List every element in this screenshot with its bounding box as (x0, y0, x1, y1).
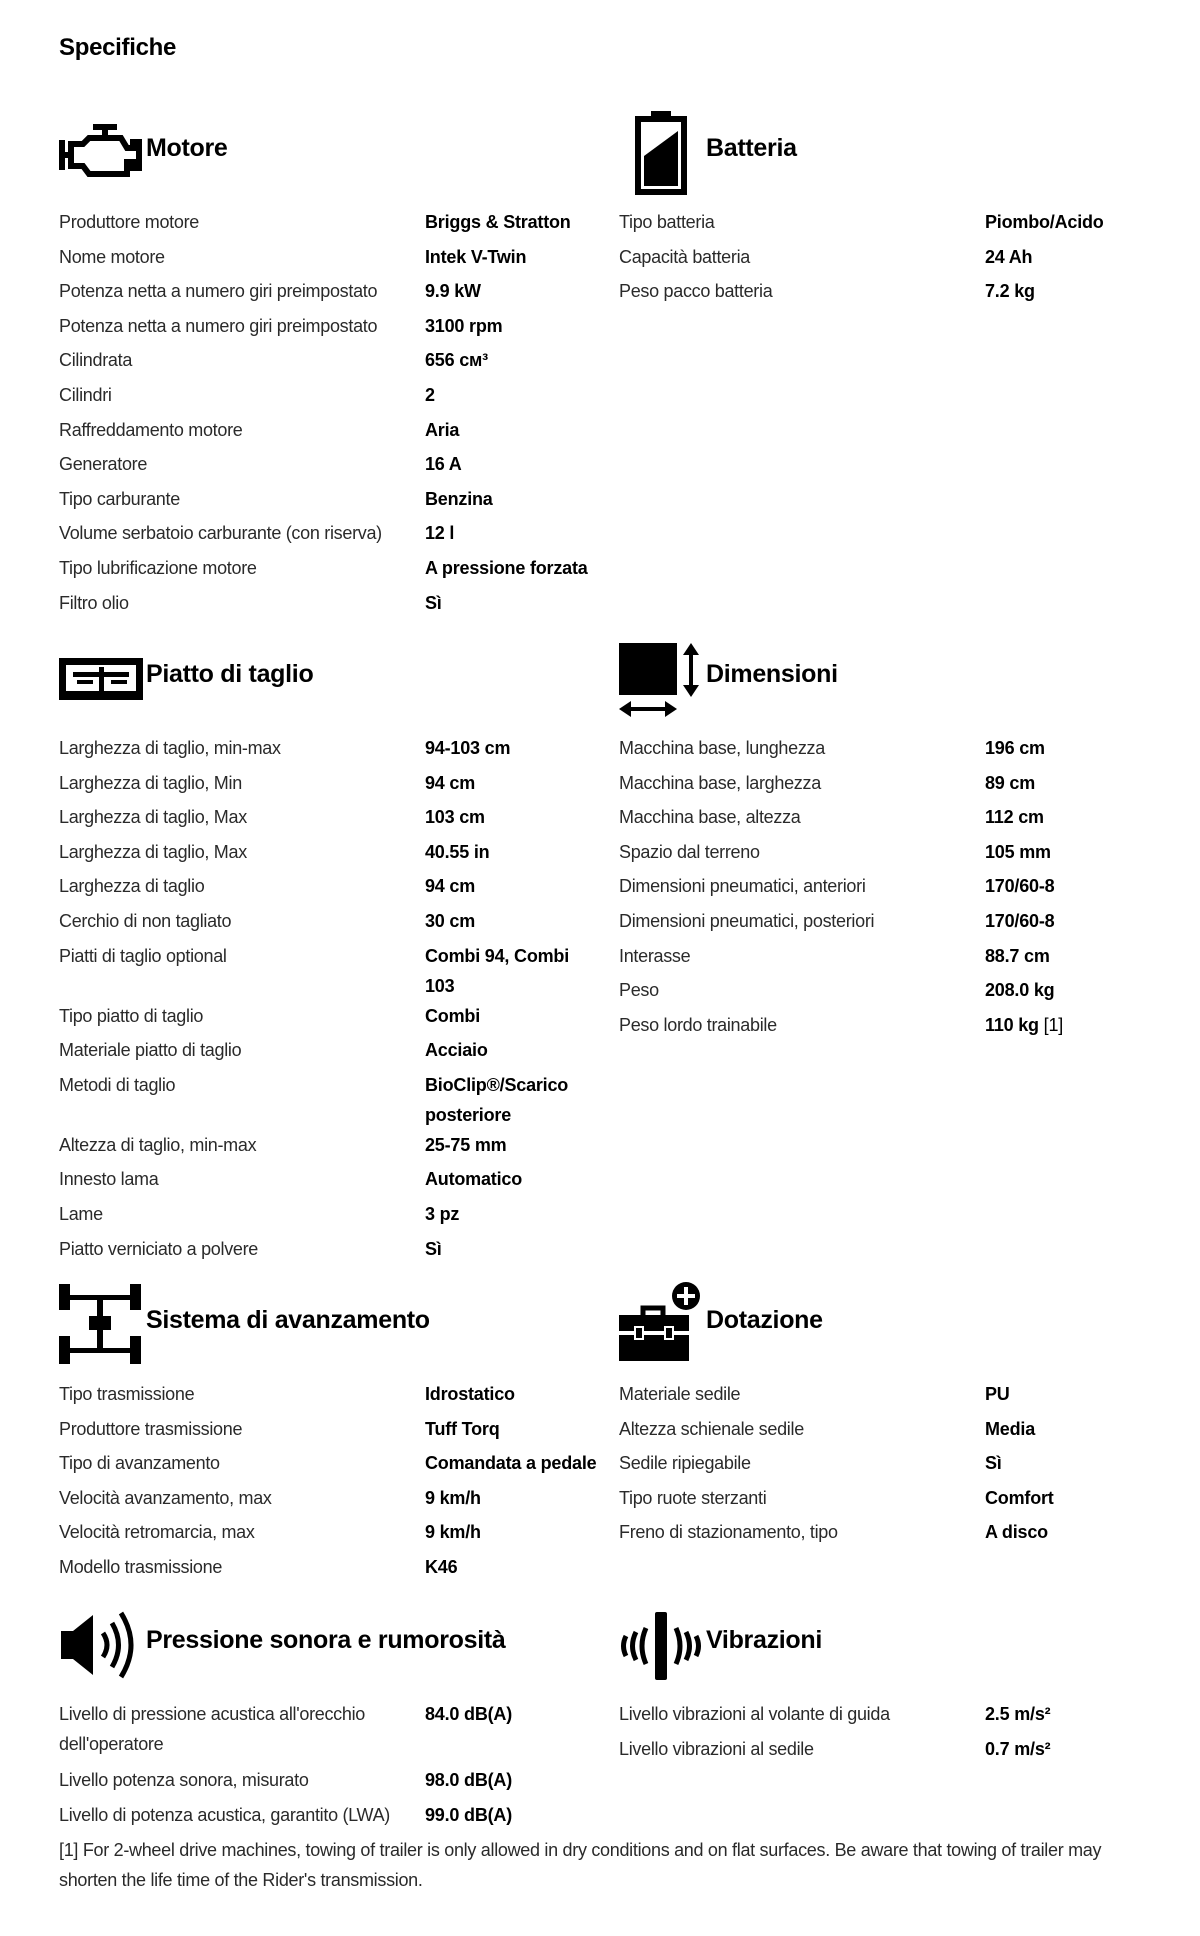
spec-label: Materiale piatto di taglio (59, 1040, 242, 1061)
spec-value: A pressione forzata (425, 557, 588, 578)
spec-label: Innesto lama (59, 1169, 159, 1190)
spec-row (59, 553, 599, 588)
section-avanzamento (59, 1292, 599, 1577)
spec-label: Altezza di taglio, min-max (59, 1134, 257, 1155)
spec-row (59, 871, 599, 906)
spec-row (59, 311, 599, 346)
spec-value: BioClip®/Scarico posteriore (425, 1074, 569, 1125)
spec-row (619, 1414, 1159, 1449)
spec-row (59, 768, 599, 803)
spec-row (59, 1448, 599, 1483)
section-header (619, 1292, 1159, 1372)
spec-value: 9 km/h (425, 1487, 481, 1508)
spec-label: Modello trasmissione (59, 1556, 223, 1577)
spec-label: Velocità avanzamento, max (59, 1487, 272, 1508)
spec-row (59, 837, 599, 872)
spec-row (619, 733, 1159, 768)
spec-row (59, 415, 599, 450)
spec-value: A disco (985, 1522, 1048, 1543)
spec-label: Larghezza di taglio, Max (59, 841, 247, 862)
spec-value: Briggs & Stratton (425, 212, 571, 232)
spec-value: 24 Ah (985, 246, 1033, 267)
spec-label: Macchina base, altezza (619, 807, 801, 828)
spec-label: Potenza netta a numero giri preimpostato (59, 281, 378, 302)
spec-value: Combi 94, Combi 103 (425, 945, 570, 996)
speaker-icon (59, 1609, 143, 1681)
spec-label: Tipo ruote sterzanti (619, 1487, 767, 1508)
spec-value (985, 1010, 1165, 1040)
spec-value: 7.2 kg (985, 281, 1035, 302)
spec-label: Interasse (619, 945, 691, 966)
spec-row (59, 588, 599, 623)
spec-value: 170/60-8 (985, 910, 1055, 931)
spec-label: Cilindri (59, 384, 112, 405)
spec-value: Sì (985, 1453, 1002, 1474)
spec-row (619, 871, 1159, 906)
toolbox-plus-icon (619, 1281, 703, 1363)
spec-value: 3100 rpm (425, 315, 503, 336)
spec-row (59, 242, 599, 277)
spec-value: Sì (425, 1238, 442, 1259)
spec-row (619, 1483, 1159, 1518)
spec-row (619, 1379, 1159, 1414)
spec-label: Spazio dal terreno (619, 841, 760, 862)
spec-row (59, 449, 599, 484)
spec-row (59, 1800, 599, 1835)
spec-row (619, 768, 1159, 803)
spec-value: 112 cm (985, 807, 1044, 828)
spec-row (619, 906, 1159, 941)
spec-value: 84.0 dB(A) (425, 1704, 513, 1724)
spec-value: Combi (425, 1005, 480, 1026)
spec-value: 98.0 dB(A) (425, 1770, 513, 1790)
spec-row (59, 1379, 599, 1414)
spec-label: Metodi di taglio (59, 1074, 176, 1095)
spec-label: Altezza schienale sedile (619, 1418, 804, 1439)
spec-row (59, 345, 599, 380)
spec-label: Livello vibrazioni al volante di guida (619, 1704, 890, 1724)
spec-value: 105 mm (985, 841, 1051, 862)
spec-label: Nome motore (59, 246, 165, 267)
spec-row (59, 1483, 599, 1518)
section-motore (59, 120, 599, 613)
section-header (59, 120, 599, 200)
spec-value: 40.55 in (425, 841, 490, 862)
spec-row (59, 941, 599, 1001)
section-title: Sistema di avanzamento (146, 1306, 430, 1334)
section-title: Vibrazioni (706, 1626, 823, 1654)
spec-value: 196 cm (985, 738, 1045, 758)
spec-label: Filtro olio (59, 592, 129, 613)
spec-label: Freno di stazionamento, tipo (619, 1522, 838, 1543)
spec-row (59, 1130, 599, 1165)
spec-label: Volume serbatoio carburante (con riserva) (59, 523, 382, 544)
spec-label: Livello di potenza acustica, garantito (LWA) (59, 1804, 390, 1825)
spec-label: Cilindrata (59, 350, 133, 371)
page-title: Specifiche (59, 34, 177, 61)
spec-value: Automatico (425, 1169, 523, 1190)
spec-value: Tuff Torq (425, 1418, 500, 1439)
spec-row (619, 242, 1159, 277)
spec-row (59, 1234, 599, 1269)
spec-row (59, 802, 599, 837)
spec-row (59, 1517, 599, 1552)
spec-row (59, 1552, 599, 1587)
spec-label: Cerchio di non tagliato (59, 910, 232, 931)
spec-value: Idrostatico (425, 1384, 515, 1404)
spec-row (59, 1070, 599, 1130)
section-title: Dotazione (706, 1306, 823, 1334)
spec-value: 3 pz (425, 1203, 460, 1224)
drivetrain-icon (59, 1284, 143, 1364)
spec-value: Aria (425, 419, 460, 440)
spec-value: 94 cm (425, 772, 476, 793)
spec-label: Larghezza di taglio (59, 876, 205, 897)
spec-label: Materiale sedile (619, 1384, 741, 1404)
spec-value: 0.7 m/s² (985, 1738, 1051, 1759)
spec-row (59, 1699, 599, 1765)
section-header (59, 1292, 599, 1372)
section-header (619, 646, 1159, 726)
spec-label: Produttore motore (59, 212, 199, 232)
spec-value-text: 110 kg (985, 1014, 1039, 1035)
spec-label: Sedile ripiegabile (619, 1453, 751, 1474)
section-header (59, 1612, 599, 1692)
section-vibrazioni (619, 1612, 1159, 1759)
spec-value: 2 (425, 384, 435, 405)
spec-row (619, 1448, 1159, 1483)
spec-row (59, 380, 599, 415)
spec-label: Produttore trasmissione (59, 1418, 243, 1439)
spec-value: PU (985, 1384, 1010, 1404)
spec-row (59, 1001, 599, 1036)
spec-row (619, 276, 1159, 311)
footnote: [1] For 2-wheel drive machines, towing of trailer is only allowed in dry conditions and on flat surfaces. Be aware that towing of trailer may shorten the life time of the Rider's transmission. (59, 1840, 1102, 1890)
spec-label: Larghezza di taglio, Min (59, 772, 242, 793)
spec-row (59, 1199, 599, 1234)
spec-label: Lame (59, 1203, 103, 1224)
battery-icon (635, 111, 687, 195)
spec-value: Benzina (425, 488, 493, 509)
spec-label: Tipo batteria (619, 212, 715, 232)
spec-row (59, 484, 599, 519)
spec-label: Dimensioni pneumatici, posteriori (619, 910, 875, 931)
dimensions-icon (619, 643, 703, 719)
spec-value: 89 cm (985, 772, 1036, 793)
spec-value: 99.0 dB(A) (425, 1804, 513, 1825)
spec-row (59, 1414, 599, 1449)
spec-row (619, 1010, 1159, 1045)
spec-row (619, 941, 1159, 976)
spec-row (619, 1699, 1159, 1734)
spec-row (619, 975, 1159, 1010)
section-title: Pressione sonora e rumorosità (146, 1626, 506, 1654)
section-header (619, 1612, 1159, 1692)
spec-row (59, 733, 599, 768)
spec-label: Peso lordo trainabile (619, 1014, 777, 1035)
section-piatto (59, 646, 599, 1259)
spec-value: 12 l (425, 523, 455, 544)
spec-label: Tipo lubrificazione motore (59, 557, 257, 578)
spec-value: 30 cm (425, 910, 476, 931)
spec-label: Larghezza di taglio, min-max (59, 738, 281, 758)
spec-value: Piombo/Acido (985, 212, 1104, 232)
spec-value: Media (985, 1418, 1036, 1439)
spec-label: Capacità batteria (619, 246, 750, 267)
spec-label: Tipo trasmissione (59, 1384, 195, 1404)
spec-row (59, 1765, 599, 1800)
spec-row (59, 1035, 599, 1070)
spec-value: 94 cm (425, 876, 476, 897)
section-dimensioni (619, 646, 1159, 1035)
spec-value: 94-103 cm (425, 738, 511, 758)
spec-value: 88.7 cm (985, 945, 1050, 966)
spec-row (59, 906, 599, 941)
spec-row (59, 207, 599, 242)
spec-label: Raffreddamento motore (59, 419, 243, 440)
spec-label: Macchina base, larghezza (619, 772, 821, 793)
section-header (619, 120, 1159, 200)
spec-row (619, 1517, 1159, 1552)
spec-label: Dimensioni pneumatici, anteriori (619, 876, 866, 897)
cutting-deck-icon (59, 658, 143, 700)
section-batteria (619, 120, 1159, 302)
section-header (59, 646, 599, 726)
spec-label: Potenza netta a numero giri preimpostato (59, 315, 378, 336)
spec-value: Sì (425, 592, 442, 613)
spec-label: Peso (619, 980, 659, 1001)
spec-value: K46 (425, 1556, 458, 1577)
spec-row (59, 276, 599, 311)
spec-value: Acciaio (425, 1040, 488, 1061)
spec-label: Livello vibrazioni al sedile (619, 1738, 814, 1759)
spec-value: Comandata a pedale (425, 1453, 597, 1474)
spec-label: Tipo carburante (59, 488, 180, 509)
spec-label: Piatti di taglio optional (59, 945, 227, 966)
spec-value: 656 см³ (425, 350, 488, 371)
spec-value: 208.0 kg (985, 980, 1055, 1001)
spec-value: 2.5 m/s² (985, 1704, 1051, 1724)
spec-label: Tipo di avanzamento (59, 1453, 220, 1474)
spec-label: Livello di pressione acustica all'orecchio dell'operatore (59, 1704, 366, 1754)
spec-value: Intek V-Twin (425, 246, 527, 267)
spec-row (619, 207, 1159, 242)
spec-value: 9 km/h (425, 1522, 481, 1543)
spec-label: Generatore (59, 454, 148, 475)
spec-row (59, 1164, 599, 1199)
section-pressione (59, 1612, 599, 1825)
spec-label: Macchina base, lunghezza (619, 738, 825, 758)
spec-label: Tipo piatto di taglio (59, 1005, 204, 1026)
spec-label: Livello potenza sonora, misurato (59, 1770, 309, 1790)
section-title: Piatto di taglio (146, 660, 314, 688)
spec-value: 16 A (425, 454, 462, 475)
spec-row (619, 1734, 1159, 1769)
spec-label: Peso pacco batteria (619, 281, 773, 302)
section-title: Motore (146, 134, 228, 162)
spec-value: 9.9 kW (425, 281, 481, 302)
spec-row (59, 518, 599, 553)
spec-label: Velocità retromarcia, max (59, 1522, 255, 1543)
section-title: Batteria (706, 134, 797, 162)
spec-row (619, 837, 1159, 872)
spec-label: Larghezza di taglio, Max (59, 807, 247, 828)
spec-value: Comfort (985, 1487, 1054, 1508)
footnote-ref-link[interactable]: [1] (1043, 1014, 1064, 1035)
engine-icon (59, 124, 143, 180)
spec-label: Piatto verniciato a polvere (59, 1238, 259, 1259)
spec-row (619, 802, 1159, 837)
section-dotazione (619, 1292, 1159, 1543)
section-title: Dimensioni (706, 660, 838, 688)
spec-value: 170/60-8 (985, 876, 1055, 897)
spec-value: 103 cm (425, 807, 485, 828)
spec-value: 25-75 mm (425, 1134, 507, 1155)
vibration-icon (619, 1612, 703, 1680)
